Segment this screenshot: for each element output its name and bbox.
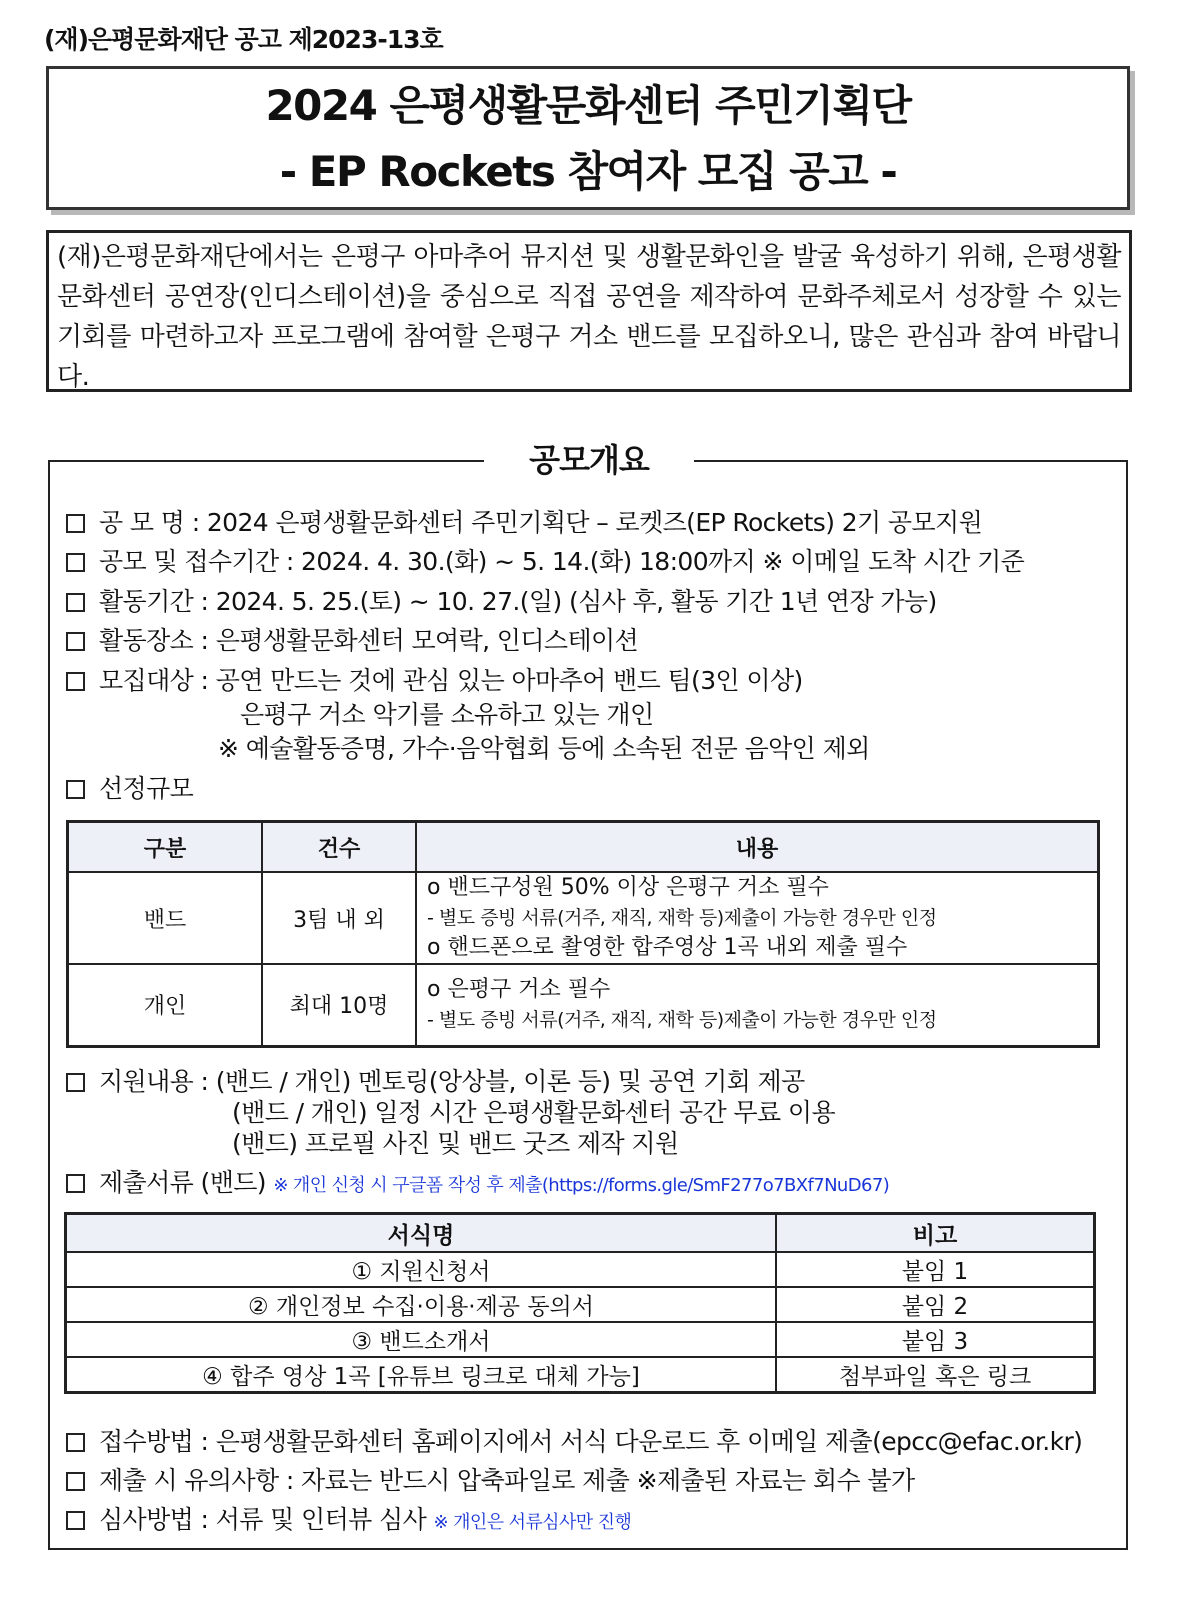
row-type: 밴드 xyxy=(68,872,263,964)
review-note: ※ 개인은 서류심사만 진행 xyxy=(433,1512,632,1533)
col-header-form: 서식명 xyxy=(66,1214,777,1253)
checkbox-icon xyxy=(66,593,85,612)
support-line-2: (밴드 / 개인) 일정 시간 은평생활문화센터 공간 무료 이용 xyxy=(232,1098,836,1127)
checkbox-icon xyxy=(66,1472,85,1491)
col-header-type: 구분 xyxy=(68,822,263,873)
item-name: 공 모 명 : 2024 은평생활문화센터 주민기획단 – 로켓즈(EP Rockets) 2기 공모지원 xyxy=(66,506,982,540)
item-review: 심사방법 : 서류 및 인터뷰 심사 ※ 개인은 서류심사만 진행 xyxy=(66,1503,631,1540)
doc-note: 붙임 3 xyxy=(776,1322,1095,1357)
checkbox-icon xyxy=(66,1174,85,1193)
docs-table xyxy=(64,1212,1096,1394)
doc-note: 붙임 1 xyxy=(776,1252,1095,1287)
period-note: ※ 이메일 도착 시간 기준 xyxy=(762,547,1025,576)
col-header-note: 비고 xyxy=(776,1214,1095,1253)
notice-number: (재)은평문화재단 공고 제2023-13호 xyxy=(44,25,443,54)
col-header-count: 건수 xyxy=(262,822,416,873)
title-box xyxy=(46,66,1130,210)
table-row xyxy=(66,1252,1095,1287)
row-content: o 밴드구성원 50% 이상 은평구 거소 필수 - 별도 증빙 서류(거주, 재직, 재학 등)제출이 가능한 경우만 인정 o 핸드폰으로 촬영한 합주영상 1곡 내외 제출 필수 xyxy=(416,872,1099,964)
table-header-row xyxy=(68,822,1099,873)
item-docs: 제출서류 (밴드) ※ 개인 신청 시 구글폼 작성 후 제출(https://forms.gle/SmF277o7BXf7NuD67) xyxy=(66,1166,889,1203)
table-row xyxy=(68,964,1099,1046)
doc-name: ② 개인정보 수집·이용·제공 동의서 xyxy=(66,1287,777,1322)
checkbox-icon xyxy=(66,672,85,691)
table-row xyxy=(66,1322,1095,1357)
selection-table xyxy=(66,820,1100,1048)
docs-note: ※ 개인 신청 시 구글폼 작성 후 제출(https://forms.gle/SmF277o7BXf7NuD67) xyxy=(273,1175,890,1196)
target-line-2: 은평구 거소 악기를 소유하고 있는 개인 xyxy=(240,700,654,729)
checkbox-icon xyxy=(66,553,85,572)
checkbox-icon xyxy=(66,1073,85,1092)
doc-name: ④ 합주 영상 1곡 [유튜브 링크로 대체 가능] xyxy=(66,1357,777,1393)
table-header-row xyxy=(66,1214,1095,1253)
item-caution: 제출 시 유의사항 : 자료는 반드시 압축파일로 제출 ※제출된 자료는 회수 불가 xyxy=(66,1464,915,1498)
row-type: 개인 xyxy=(68,964,263,1046)
item-scale: 선정규모 xyxy=(66,772,193,806)
item-period: 공모 및 접수기간 : 2024. 4. 30.(화) ~ 5. 14.(화) 18:00까지 ※ 이메일 도착 시간 기준 xyxy=(66,545,1024,579)
table-row xyxy=(66,1357,1095,1393)
item-place: 활동장소 : 은평생활문화센터 모여락, 인디스테이션 xyxy=(66,624,638,658)
doc-name: ③ 밴드소개서 xyxy=(66,1322,777,1357)
doc-note: 첨부파일 혹은 링크 xyxy=(776,1357,1095,1393)
table-row xyxy=(68,872,1099,964)
target-line-3: ※ 예술활동증명, 가수·음악협회 등에 소속된 전문 음악인 제외 xyxy=(218,734,870,763)
intro-paragraph: (재)은평문화재단에서는 은평구 아마추어 뮤지션 및 생활문화인을 발굴 육성하기 위해, 은평생활문화센터 공연장(인디스테이션)을 중심으로 직접 공연을 제작하여 문화주체로서 성장할 수 있는 기회를 마련하고자 프로그램에 참여할 은평구 거소 밴드를 모집하오니, 많은 관심과 참여 바랍니다. xyxy=(46,230,1132,392)
col-header-content: 내용 xyxy=(416,822,1099,873)
row-count: 최대 10명 xyxy=(262,964,416,1046)
doc-name: ① 지원신청서 xyxy=(66,1252,777,1287)
checkbox-icon xyxy=(66,632,85,651)
title-line-2: - EP Rockets 참여자 모집 공고 - xyxy=(279,147,897,196)
row-content: o 은평구 거소 필수 - 별도 증빙 서류(거주, 재직, 재학 등)제출이 가능한 경우만 인정 xyxy=(416,964,1099,1046)
table-row xyxy=(66,1287,1095,1322)
support-line-3: (밴드) 프로필 사진 및 밴드 굿즈 제작 지원 xyxy=(232,1129,679,1158)
checkbox-icon xyxy=(66,1433,85,1452)
item-support: 지원내용 : (밴드 / 개인) 멘토링(앙상블, 이론 등) 및 공연 기회 제공 xyxy=(66,1065,805,1099)
section-title: 공모개요 xyxy=(484,440,694,480)
title-line-1: 2024 은평생활문화센터 주민기획단 xyxy=(265,81,911,130)
checkbox-icon xyxy=(66,1511,85,1530)
item-activity-period: 활동기간 : 2024. 5. 25.(토) ~ 10. 27.(일) (심사 후, 활동 기간 1년 연장 가능) xyxy=(66,585,937,619)
checkbox-icon xyxy=(66,780,85,799)
row-count: 3팀 내 외 xyxy=(262,872,416,964)
item-target: 모집대상 : 공연 만드는 것에 관심 있는 아마추어 밴드 팀(3인 이상) xyxy=(66,664,803,698)
checkbox-icon xyxy=(66,514,85,533)
doc-note: 붙임 2 xyxy=(776,1287,1095,1322)
item-method: 접수방법 : 은평생활문화센터 홈페이지에서 서식 다운로드 후 이메일 제출(epcc@efac.or.kr) xyxy=(66,1425,1082,1459)
